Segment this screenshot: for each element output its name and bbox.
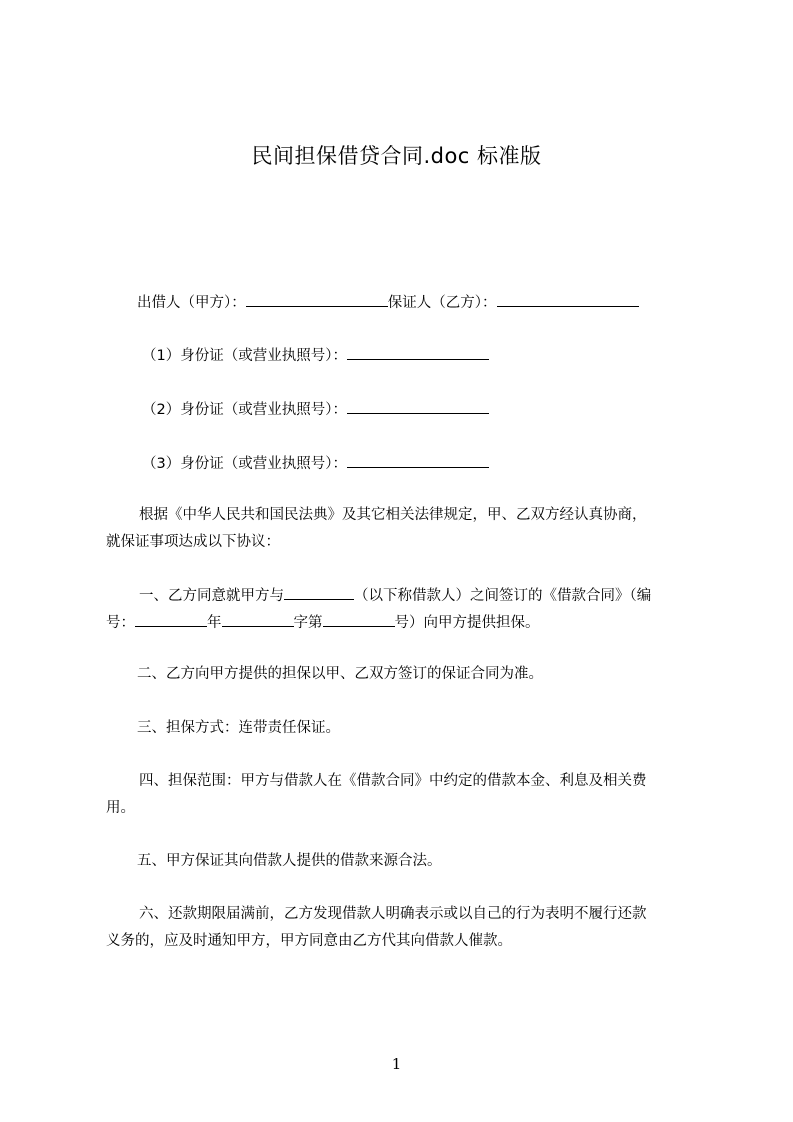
clause-1-part-4: 年	[207, 615, 222, 631]
serial-blank	[323, 611, 395, 627]
intro-line-1: 根据《中华人民共和国民法典》及其它相关法律规定，甲、乙双方经认真协商，	[139, 507, 647, 523]
clause-1-part-6: 号）向甲方提供担保。	[394, 615, 540, 631]
clause-5: 五、甲方保证其向借款人提供的借款来源合法。	[137, 853, 442, 869]
id-line-3-label: （3）身份证（或营业执照号）：	[142, 456, 347, 472]
id-line-2-blank	[347, 398, 489, 414]
clause-1-part-2: （以下称借款人）之间签订的《借款合同》（编	[354, 588, 652, 604]
contract-number-blank	[135, 611, 207, 627]
guarantor-label: 保证人（乙方）：	[387, 295, 497, 311]
clause-1-part-5: 字第	[293, 615, 323, 631]
id-line-3-blank	[347, 452, 489, 468]
clause-4-line-2: 用。	[106, 800, 135, 816]
year-blank	[222, 611, 294, 627]
parties-line	[137, 291, 639, 313]
clause-1-part-1: 一、乙方同意就甲方与	[139, 588, 284, 604]
clause-4-line-1: 四、担保范围：甲方与借款人在《借款合同》中约定的借款本金、利息及相关费	[139, 773, 647, 789]
borrower-blank	[284, 584, 354, 600]
id-line-1-blank	[347, 344, 489, 360]
document-title: 民间担保借贷合同.doc 标准版	[251, 144, 542, 168]
id-line-1-label: （1）身份证（或营业执照号）：	[142, 348, 347, 364]
lender-label: 出借人（甲方）：	[137, 295, 246, 311]
id-line-2	[142, 398, 489, 420]
clause-1-line-1	[139, 584, 651, 606]
lender-blank	[246, 291, 388, 307]
clause-6-line-2: 义务的，应及时通知甲方，甲方同意由乙方代其向借款人催款。	[106, 933, 512, 949]
page-number: 1	[391, 1055, 402, 1073]
id-line-1	[142, 344, 489, 366]
clause-2: 二、乙方向甲方提供的担保以甲、乙双方签订的保证合同为准。	[137, 666, 543, 682]
id-line-3	[142, 452, 489, 474]
clause-6-line-1: 六、还款期限届满前，乙方发现借款人明确表示或以自己的行为表明不履行还款	[139, 906, 647, 922]
id-line-2-label: （2）身份证（或营业执照号）：	[142, 402, 347, 418]
clause-1-line-2	[106, 611, 540, 633]
intro-line-2: 就保证事项达成以下协议：	[106, 534, 280, 550]
clause-3: 三、担保方式：连带责任保证。	[137, 720, 340, 736]
clause-1-part-3: 号：	[106, 615, 135, 631]
guarantor-blank	[497, 291, 639, 307]
